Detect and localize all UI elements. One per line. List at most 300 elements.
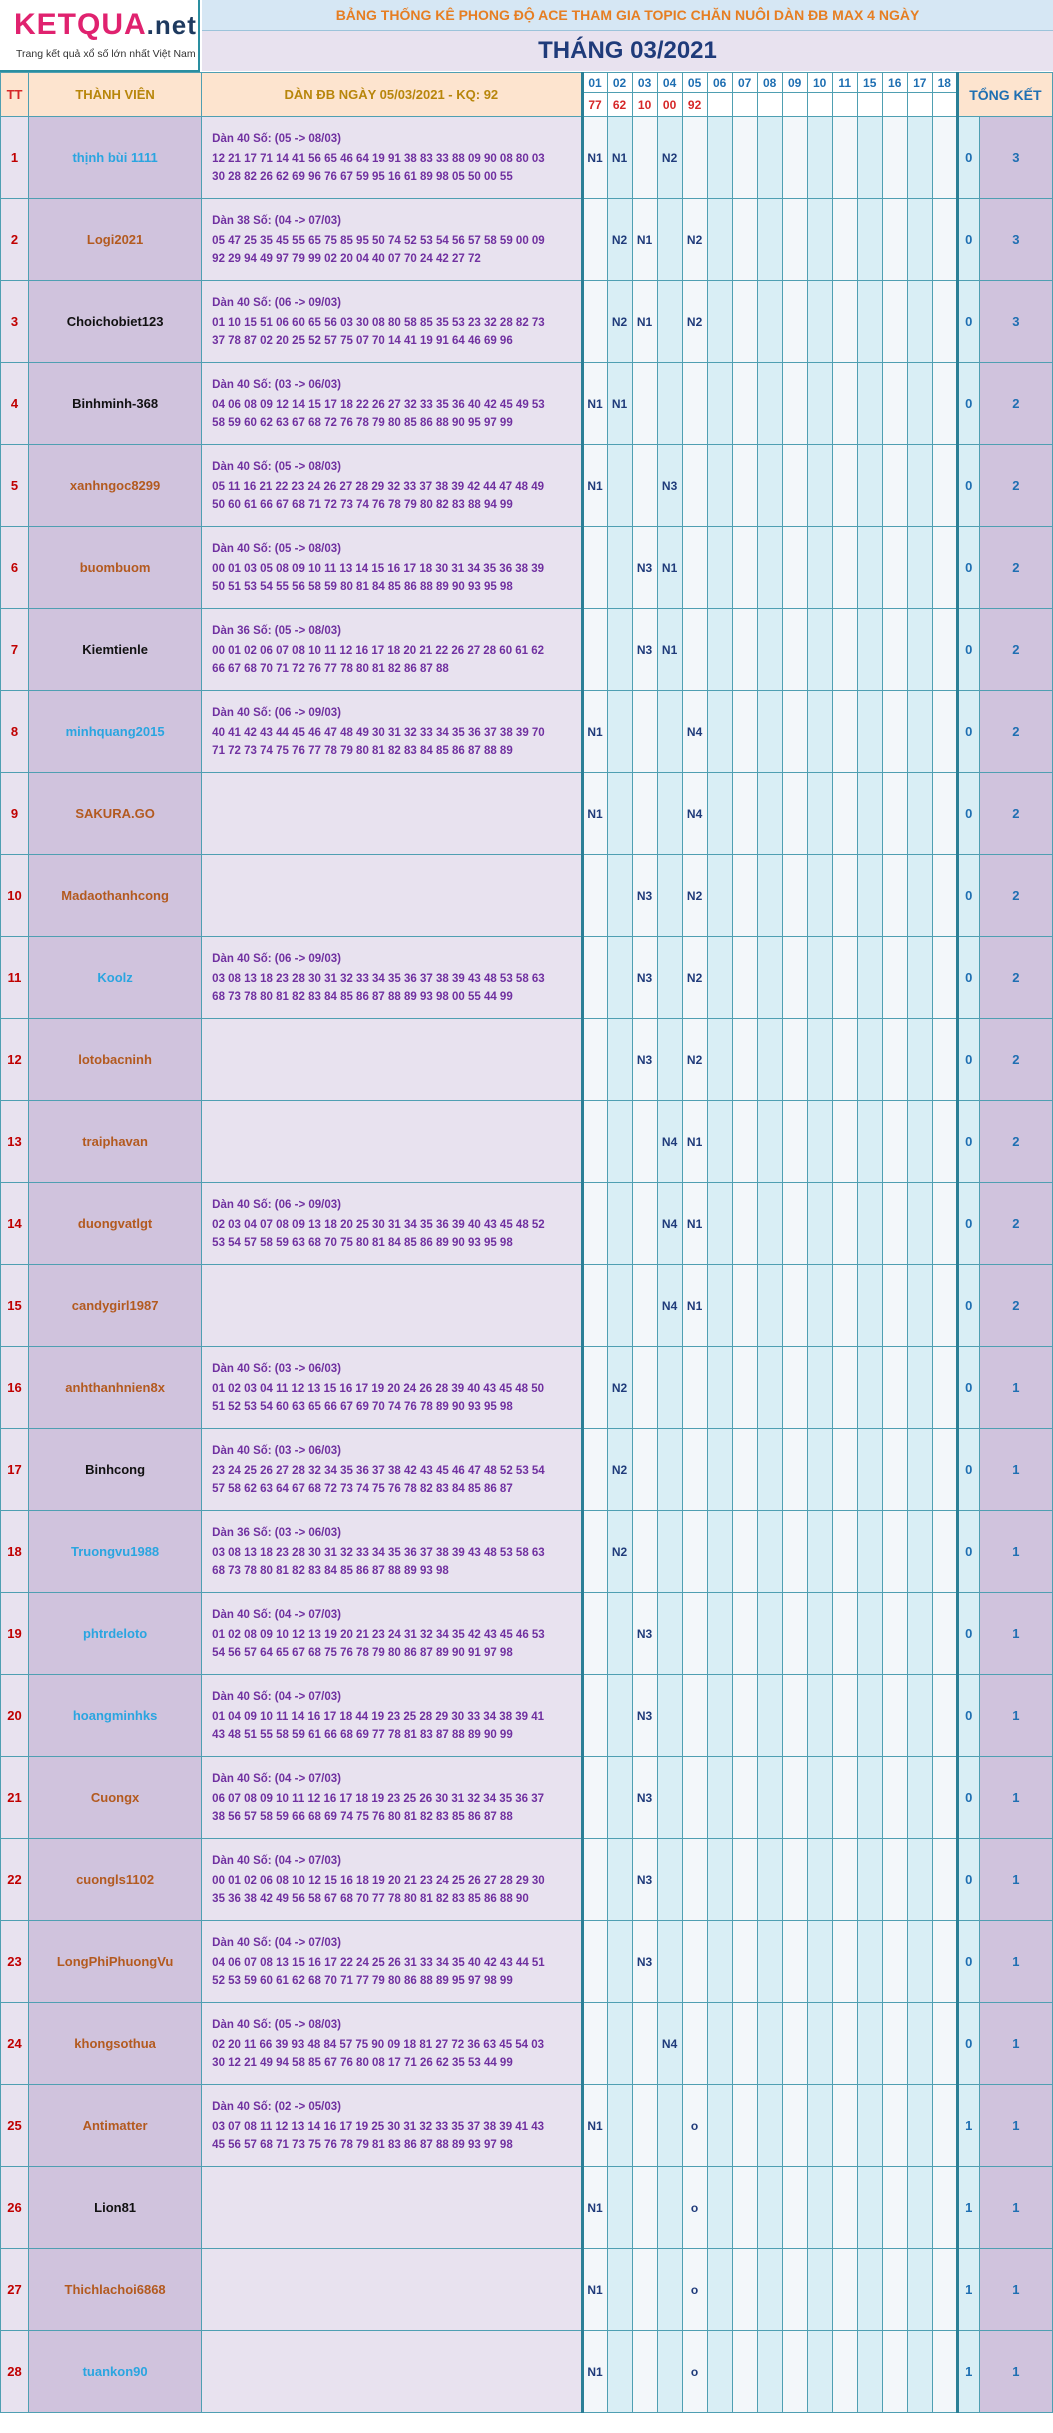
row-number: 1 — [1, 117, 29, 199]
hit-count: 0 — [957, 1183, 979, 1265]
day-cell: N1 — [632, 199, 657, 281]
dan-cell — [202, 363, 582, 445]
day-cell: N2 — [682, 855, 707, 937]
total-count: 2 — [979, 363, 1052, 445]
day-cell — [732, 1921, 757, 2003]
day-cell — [707, 937, 732, 1019]
day-cell — [857, 2167, 882, 2249]
day-cell — [832, 1019, 857, 1101]
day-cell — [607, 1675, 632, 1757]
day-cell — [632, 2003, 657, 2085]
dan-line2: 50 51 53 54 55 56 58 59 80 81 84 85 86 88 89 90 93 95 98 — [212, 580, 513, 593]
member-name[interactable]: phtrdeloto — [29, 1593, 202, 1675]
logo-tagline: Trang kết quả xổ số lớn nhất Việt Nam — [16, 48, 196, 60]
dan-cell — [202, 937, 582, 1019]
day-cell — [782, 2003, 807, 2085]
day-cell — [857, 691, 882, 773]
hit-count: 0 — [957, 445, 979, 527]
day-cell — [932, 855, 957, 937]
row-number: 17 — [1, 1429, 29, 1511]
day-cell — [807, 117, 832, 199]
day-header: 01 — [582, 73, 607, 93]
day-cell — [882, 1839, 907, 1921]
day-header: 07 — [732, 73, 757, 93]
dan-line2: 92 29 94 49 97 79 99 02 20 04 40 07 70 24 42 27 72 — [212, 252, 481, 265]
day-result — [782, 93, 807, 117]
dan-title: Dàn 40 Số: (04 -> 07/03) — [212, 1936, 341, 1949]
dan-cell — [202, 117, 582, 199]
day-cell — [732, 199, 757, 281]
day-cell — [632, 1265, 657, 1347]
day-cell — [707, 1675, 732, 1757]
member-name[interactable]: SAKURA.GO — [29, 773, 202, 855]
day-cell — [782, 199, 807, 281]
day-cell — [832, 2331, 857, 2413]
member-name[interactable]: lotobacninh — [29, 1019, 202, 1101]
day-cell — [657, 1429, 682, 1511]
day-cell — [707, 2085, 732, 2167]
row-number: 7 — [1, 609, 29, 691]
day-cell — [707, 1265, 732, 1347]
day-cell — [857, 1839, 882, 1921]
day-cell — [932, 1921, 957, 2003]
member-name[interactable]: Binhcong — [29, 1429, 202, 1511]
day-cell — [782, 691, 807, 773]
row-number: 6 — [1, 527, 29, 609]
row-number: 19 — [1, 1593, 29, 1675]
day-cell — [757, 1101, 782, 1183]
member-name[interactable]: tuankon90 — [29, 2331, 202, 2413]
day-cell — [632, 363, 657, 445]
day-cell — [832, 855, 857, 937]
day-cell — [932, 2331, 957, 2413]
total-count: 1 — [979, 1757, 1052, 1839]
member-name[interactable]: Madaothanhcong — [29, 855, 202, 937]
day-cell — [632, 117, 657, 199]
day-header: 17 — [907, 73, 932, 93]
day-cell — [882, 1183, 907, 1265]
table-row — [1, 2167, 1053, 2249]
day-cell — [782, 1757, 807, 1839]
row-number: 18 — [1, 1511, 29, 1593]
day-cell — [857, 117, 882, 199]
dan-title: Dàn 40 Số: (04 -> 07/03) — [212, 1608, 341, 1621]
member-name[interactable]: LongPhiPhuongVu — [29, 1921, 202, 2003]
member-name[interactable]: Truongvu1988 — [29, 1511, 202, 1593]
ketqua-logo[interactable] — [0, 0, 200, 72]
day-cell — [657, 2085, 682, 2167]
dan-line2: 45 56 57 68 71 73 75 76 78 79 81 83 86 87 88 89 93 97 98 — [212, 2138, 513, 2151]
table-row — [1, 1183, 1053, 1265]
day-cell — [757, 199, 782, 281]
day-cell — [632, 445, 657, 527]
total-count: 2 — [979, 855, 1052, 937]
hit-count: 0 — [957, 1429, 979, 1511]
day-cell — [757, 2167, 782, 2249]
day-cell — [682, 1511, 707, 1593]
day-cell — [632, 691, 657, 773]
day-cell: N3 — [632, 1593, 657, 1675]
day-cell — [782, 1839, 807, 1921]
day-cell — [882, 2167, 907, 2249]
day-cell — [782, 1101, 807, 1183]
day-cell — [657, 773, 682, 855]
day-cell — [607, 2085, 632, 2167]
hit-count: 1 — [957, 2331, 979, 2413]
day-cell — [582, 1921, 607, 2003]
row-number: 3 — [1, 281, 29, 363]
row-number: 8 — [1, 691, 29, 773]
day-cell — [607, 937, 632, 1019]
day-cell — [857, 1265, 882, 1347]
day-header: 11 — [832, 73, 857, 93]
day-cell — [682, 1921, 707, 2003]
table-row — [1, 1347, 1053, 1429]
day-cell — [657, 2167, 682, 2249]
member-name[interactable]: Koolz — [29, 937, 202, 1019]
day-cell — [657, 363, 682, 445]
day-cell — [757, 1757, 782, 1839]
day-cell — [907, 2249, 932, 2331]
table-row — [1, 2331, 1053, 2413]
day-cell — [832, 2003, 857, 2085]
day-cell — [682, 1347, 707, 1429]
day-cell — [707, 2249, 732, 2331]
day-cell — [882, 2249, 907, 2331]
day-result — [832, 93, 857, 117]
table-row — [1, 2085, 1053, 2167]
day-cell — [732, 937, 757, 1019]
day-cell — [682, 445, 707, 527]
row-number: 4 — [1, 363, 29, 445]
day-cell: N1 — [582, 773, 607, 855]
dan-cell — [202, 2085, 582, 2167]
day-cell — [582, 609, 607, 691]
day-cell — [932, 1101, 957, 1183]
member-name[interactable]: thịnh bùi 1111 — [29, 117, 202, 199]
row-number: 25 — [1, 2085, 29, 2167]
total-count: 2 — [979, 1019, 1052, 1101]
day-cell — [782, 1511, 807, 1593]
day-cell — [832, 2249, 857, 2331]
day-cell — [757, 691, 782, 773]
member-name[interactable]: xanhngoc8299 — [29, 445, 202, 527]
day-cell — [757, 1183, 782, 1265]
day-cell — [932, 1839, 957, 1921]
day-cell — [882, 1757, 907, 1839]
hit-count: 0 — [957, 773, 979, 855]
day-cell — [782, 363, 807, 445]
table-row — [1, 2003, 1053, 2085]
day-cell — [807, 1429, 832, 1511]
day-cell — [782, 281, 807, 363]
member-name[interactable]: traiphavan — [29, 1101, 202, 1183]
day-cell — [907, 855, 932, 937]
member-name[interactable]: khongsothua — [29, 2003, 202, 2085]
table-row — [1, 1757, 1053, 1839]
day-cell — [907, 1675, 932, 1757]
dan-title: Dàn 40 Số: (06 -> 09/03) — [212, 706, 341, 719]
hit-count: 0 — [957, 527, 979, 609]
dan-cell — [202, 855, 582, 937]
dan-cell — [202, 1429, 582, 1511]
member-name[interactable]: hoangminhks — [29, 1675, 202, 1757]
day-cell — [632, 1101, 657, 1183]
member-name[interactable]: Lion81 — [29, 2167, 202, 2249]
day-cell — [807, 855, 832, 937]
hit-count: 0 — [957, 691, 979, 773]
day-cell — [732, 609, 757, 691]
dan-title: Dàn 40 Số: (05 -> 08/03) — [212, 460, 341, 473]
day-cell — [857, 609, 882, 691]
day-cell — [607, 1265, 632, 1347]
day-cell — [782, 1429, 807, 1511]
day-cell — [732, 1019, 757, 1101]
member-name[interactable]: Cuongx — [29, 1757, 202, 1839]
day-cell — [582, 1019, 607, 1101]
day-cell — [657, 1347, 682, 1429]
member-name[interactable]: Binhminh-368 — [29, 363, 202, 445]
day-cell — [832, 2167, 857, 2249]
day-cell — [907, 937, 932, 1019]
day-cell — [657, 1511, 682, 1593]
day-cell — [582, 1593, 607, 1675]
day-cell: N3 — [657, 445, 682, 527]
hit-count: 0 — [957, 1593, 979, 1675]
day-result — [707, 93, 732, 117]
hit-count: 0 — [957, 1347, 979, 1429]
dan-line1: 02 03 04 07 08 09 13 18 20 25 30 31 34 35 36 39 40 43 45 48 52 — [212, 1218, 545, 1231]
dan-title: Dàn 36 Số: (03 -> 06/03) — [212, 1526, 341, 1539]
member-name[interactable]: buombuom — [29, 527, 202, 609]
dan-line2: 71 72 73 74 75 76 77 78 79 80 81 82 83 84 85 86 87 88 89 — [212, 744, 513, 757]
total-count: 2 — [979, 527, 1052, 609]
day-cell — [807, 1183, 832, 1265]
day-cell — [857, 1757, 882, 1839]
day-cell — [832, 117, 857, 199]
member-name[interactable]: Thichlachoi6868 — [29, 2249, 202, 2331]
day-cell — [857, 1101, 882, 1183]
day-cell — [932, 199, 957, 281]
dan-line1: 00 01 03 05 08 09 10 11 13 14 15 16 17 18 30 31 34 35 36 38 39 — [212, 562, 545, 575]
day-cell: N1 — [682, 1183, 707, 1265]
day-cell — [582, 1675, 607, 1757]
dan-line1: 03 08 13 18 23 28 30 31 32 33 34 35 36 37 38 39 43 48 53 58 63 — [212, 1546, 545, 1559]
day-cell — [707, 691, 732, 773]
dan-line2: 43 48 51 55 58 59 61 66 68 69 77 78 81 83 87 88 89 90 99 — [212, 1728, 513, 1741]
day-cell — [907, 199, 932, 281]
day-cell: N3 — [632, 1839, 657, 1921]
day-cell — [832, 527, 857, 609]
day-result — [932, 93, 957, 117]
total-count: 2 — [979, 691, 1052, 773]
day-cell — [607, 2167, 632, 2249]
table-row — [1, 855, 1053, 937]
day-cell: N2 — [607, 1511, 632, 1593]
day-cell — [732, 1429, 757, 1511]
day-cell — [882, 1019, 907, 1101]
hit-count: 0 — [957, 1511, 979, 1593]
day-cell — [782, 117, 807, 199]
day-cell — [882, 2085, 907, 2167]
day-cell — [882, 199, 907, 281]
dan-title: Dàn 40 Số: (03 -> 06/03) — [212, 1362, 341, 1375]
day-cell — [907, 2331, 932, 2413]
day-cell — [757, 1921, 782, 2003]
member-name[interactable]: cuongls1102 — [29, 1839, 202, 1921]
day-cell — [782, 2331, 807, 2413]
row-number: 16 — [1, 1347, 29, 1429]
day-cell — [882, 445, 907, 527]
day-cell — [807, 281, 832, 363]
total-count: 1 — [979, 1511, 1052, 1593]
day-result — [732, 93, 757, 117]
hit-count: 1 — [957, 2167, 979, 2249]
day-cell: N3 — [632, 855, 657, 937]
day-header: 08 — [757, 73, 782, 93]
day-cell — [707, 1183, 732, 1265]
day-cell — [632, 1429, 657, 1511]
row-number: 24 — [1, 2003, 29, 2085]
day-cell — [832, 609, 857, 691]
member-name[interactable]: Choichobiet123 — [29, 281, 202, 363]
dan-cell — [202, 773, 582, 855]
day-cell: N2 — [607, 199, 632, 281]
day-cell — [857, 2331, 882, 2413]
hit-count: 0 — [957, 1839, 979, 1921]
day-cell — [732, 1101, 757, 1183]
day-cell — [832, 1921, 857, 2003]
day-cell — [782, 2249, 807, 2331]
day-cell: N1 — [582, 691, 607, 773]
day-cell — [657, 691, 682, 773]
dan-title: Dàn 40 Số: (02 -> 05/03) — [212, 2100, 341, 2113]
day-header: 18 — [932, 73, 957, 93]
day-cell — [707, 363, 732, 445]
dan-title: Dàn 40 Số: (03 -> 06/03) — [212, 1444, 341, 1457]
dan-title: Dàn 40 Số: (05 -> 08/03) — [212, 542, 341, 555]
total-count: 1 — [979, 1839, 1052, 1921]
hit-count: 0 — [957, 609, 979, 691]
dan-title: Dàn 38 Số: (04 -> 07/03) — [212, 214, 341, 227]
member-name[interactable]: Logi2021 — [29, 199, 202, 281]
dan-cell — [202, 281, 582, 363]
dan-line1: 05 11 16 21 22 23 24 26 27 28 29 32 33 37 38 39 42 44 47 48 49 — [212, 480, 545, 493]
row-number: 15 — [1, 1265, 29, 1347]
day-cell — [732, 1757, 757, 1839]
day-cell — [932, 2003, 957, 2085]
total-count: 1 — [979, 1675, 1052, 1757]
day-cell — [782, 937, 807, 1019]
day-cell — [682, 117, 707, 199]
day-cell — [682, 1429, 707, 1511]
dan-line1: 05 47 25 35 45 55 65 75 85 95 50 74 52 53 54 56 57 58 59 00 09 — [212, 234, 545, 247]
member-name[interactable]: Antimatter — [29, 2085, 202, 2167]
dan-title: Dàn 40 Số: (06 -> 09/03) — [212, 296, 341, 309]
day-cell — [732, 2003, 757, 2085]
day-cell — [907, 1921, 932, 2003]
dan-title: Dàn 36 Số: (05 -> 08/03) — [212, 624, 341, 637]
day-cell — [657, 199, 682, 281]
total-count: 2 — [979, 1183, 1052, 1265]
table-row — [1, 1839, 1053, 1921]
day-cell — [757, 855, 782, 937]
day-cell — [607, 1593, 632, 1675]
day-cell: N1 — [582, 363, 607, 445]
member-name[interactable]: minhquang2015 — [29, 691, 202, 773]
day-cell — [657, 855, 682, 937]
dan-line1: 00 01 02 06 08 10 12 15 16 18 19 20 21 23 24 25 26 27 28 29 30 — [212, 1874, 545, 1887]
table-row — [1, 2249, 1053, 2331]
day-cell — [857, 773, 882, 855]
member-name[interactable]: duongvatlgt — [29, 1183, 202, 1265]
dan-title: Dàn 40 Số: (04 -> 07/03) — [212, 1854, 341, 1867]
day-cell — [582, 1347, 607, 1429]
day-cell — [832, 281, 857, 363]
day-cell — [932, 1019, 957, 1101]
member-name[interactable]: candygirl1987 — [29, 1265, 202, 1347]
day-cell — [807, 2331, 832, 2413]
day-cell — [932, 937, 957, 1019]
day-cell — [807, 1101, 832, 1183]
dan-cell — [202, 2249, 582, 2331]
day-cell — [932, 117, 957, 199]
total-count: 3 — [979, 199, 1052, 281]
total-count: 1 — [979, 2167, 1052, 2249]
day-cell — [907, 2085, 932, 2167]
day-cell — [807, 1593, 832, 1675]
day-cell — [607, 609, 632, 691]
table-row — [1, 773, 1053, 855]
dan-line1: 03 07 08 11 12 13 14 16 17 19 25 30 31 32 33 35 37 38 39 41 43 — [212, 2120, 545, 2133]
day-cell — [882, 1921, 907, 2003]
table-row — [1, 281, 1053, 363]
day-cell — [782, 773, 807, 855]
dan-line1: 06 07 08 09 10 11 12 16 17 18 19 23 25 26 30 31 32 34 35 36 37 — [212, 1792, 545, 1805]
day-cell — [857, 2003, 882, 2085]
day-cell — [732, 691, 757, 773]
day-cell — [757, 117, 782, 199]
day-cell — [732, 1839, 757, 1921]
day-cell — [832, 1265, 857, 1347]
member-name[interactable]: anhthanhnien8x — [29, 1347, 202, 1429]
day-header: 10 — [807, 73, 832, 93]
day-cell — [932, 773, 957, 855]
day-cell — [907, 1593, 932, 1675]
day-cell — [907, 609, 932, 691]
day-cell — [632, 2249, 657, 2331]
hit-count: 0 — [957, 199, 979, 281]
day-cell — [657, 1757, 682, 1839]
day-cell — [707, 1839, 732, 1921]
member-name[interactable]: Kiemtienle — [29, 609, 202, 691]
day-cell — [832, 363, 857, 445]
hit-count: 1 — [957, 2249, 979, 2331]
row-number: 11 — [1, 937, 29, 1019]
day-cell — [682, 1675, 707, 1757]
day-cell — [782, 1921, 807, 2003]
day-cell — [732, 2331, 757, 2413]
day-cell: N2 — [682, 1019, 707, 1101]
dan-cell — [202, 2331, 582, 2413]
day-cell — [857, 1183, 882, 1265]
day-cell — [932, 281, 957, 363]
day-result: 00 — [657, 93, 682, 117]
row-number: 27 — [1, 2249, 29, 2331]
table-row — [1, 363, 1053, 445]
day-cell — [907, 117, 932, 199]
dan-line1: 23 24 25 26 27 28 32 34 35 36 37 38 42 43 45 46 47 48 52 53 54 — [212, 1464, 545, 1477]
